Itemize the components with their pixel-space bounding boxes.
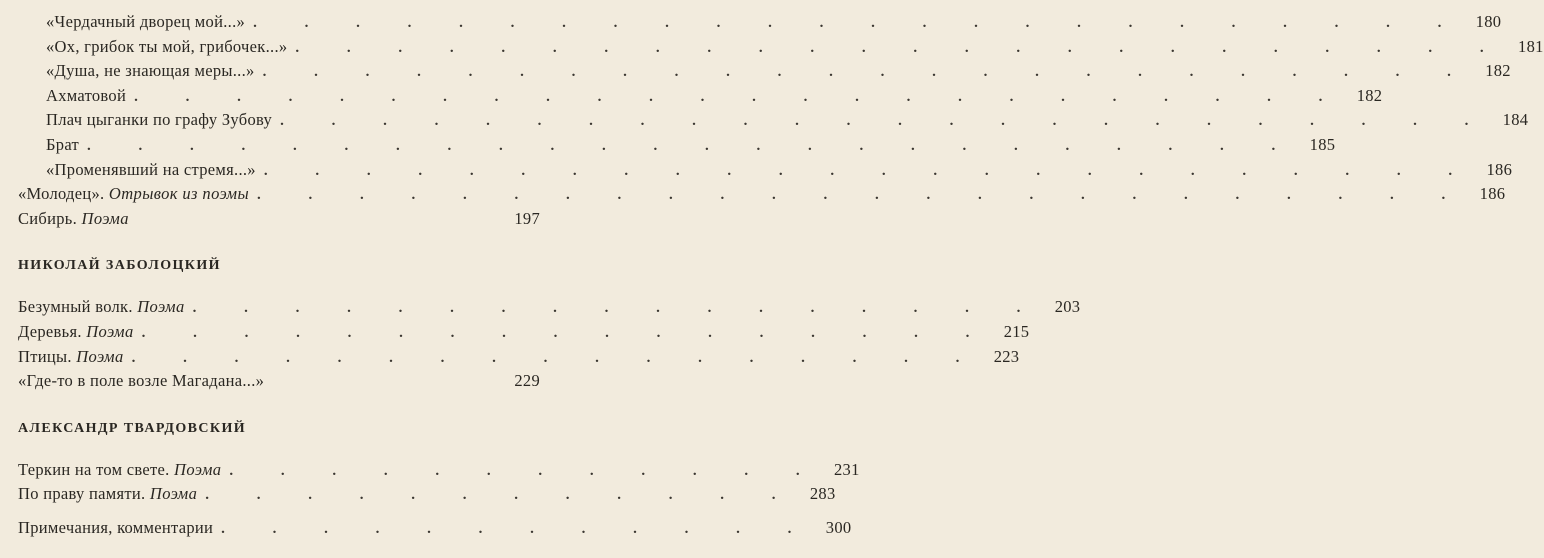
toc-entry-title: «Душа, не знающая меры...» [46,61,255,81]
toc-entry [18,134,1336,160]
dot-leader: . . . . . . . . . . . . [205,487,798,504]
dot-leader: . . . . . . . . . . . . . . . . . [192,300,1043,317]
toc-entry-page: 182 [1485,61,1511,81]
section-heading-zabolotsky: НИКОЛАЙ ЗАБОЛОЦКИЙ [18,258,221,274]
toc-entry [18,159,1513,185]
toc-entry [18,321,1030,347]
toc-entry-page: 186 [1479,184,1506,204]
toc-entry [18,297,1081,322]
toc-group-zabolotsky [18,297,1081,395]
toc-entry [18,459,860,485]
dot-leader: . . . . . . . . . . . . . . . . . . . . . . . . [262,64,1473,81]
toc-entry [18,184,1506,209]
dot-leader: . . . . . . . . . . . . [221,520,814,537]
dot-leader: . . . . . . . . . . . . . . . . . . . . . . . . [87,137,1298,154]
toc-entry-title: По праву памяти. Поэма [18,484,198,504]
toc-entry [18,36,1544,62]
toc-group-first [18,12,1544,233]
toc-entry [18,110,1529,135]
dot-leader: . . . . . . . . . . . . . . . . . . . . . . . . [263,162,1475,179]
toc-entry-title: Деревья. Поэма [18,321,134,341]
toc-entry [18,346,1020,372]
dot-leader: . . . . . . . . . . . . . . . . . . . . . . . . [253,15,1464,31]
toc-entry-page: 197 [514,208,540,228]
toc-entry-title: Брат [46,134,80,154]
toc-entry-page: 300 [825,517,852,537]
section-heading-tvardovsky: АЛЕКСАНДР ТВАРДОВСКИЙ [18,420,247,436]
toc-entry [18,209,540,234]
toc-entry-page: 180 [1475,12,1502,31]
dot-leader: . . . . . . . . . . . . . . . . . . . . . . . . [257,187,1468,204]
toc-entry-page: 203 [1054,297,1081,317]
dot-leader: . . . . . . . . . . . . [229,462,822,479]
toc-entry-title: Сибирь. Поэма [18,208,129,228]
toc-entry-page: 231 [834,459,860,479]
toc-entry-title: «Чердачный дворец мой...» [46,12,246,31]
toc-group-tvardovsky [18,459,860,509]
toc-entry-title: Примечания, комментарии [18,517,214,537]
toc-entry-page: 184 [1502,110,1529,130]
toc-entry-title: «Где-то в поле возле Магадана...» [18,371,265,391]
toc-entry-page: 182 [1356,85,1383,105]
toc-entry [18,484,836,509]
toc-entry [18,85,1383,111]
toc-entry-page: 223 [993,346,1020,366]
dot-leader: . . . . . . . . . . . . . . . . . [141,324,992,341]
toc-entry-page: 186 [1486,159,1513,179]
spacer [18,509,540,518]
toc-entry-title: «Променявший на стремя...» [46,159,256,179]
toc-entry-title: «Ох, грибок ты мой, грибочек...» [46,36,288,56]
dot-leader: . . . . . . . . . . . . . . . . . . . . . . . . [280,113,1491,130]
toc-entry-title: Безумный волк. Поэма [18,297,185,317]
dot-leader: . . . . . . . . . . . . . . . . . [131,349,982,366]
toc-entry-page: 181 [1518,36,1544,56]
toc-entry [18,61,1511,86]
dot-leader: . . . . . . . . . . . . . . . . . . . . . . . . [134,88,1345,105]
toc-entry-title: Плач цыганки по графу Зубову [46,110,273,130]
toc-entry-notes [18,517,852,543]
toc-entry-title: Теркин на том свете. Поэма [18,459,222,479]
toc-entry [18,12,1502,37]
toc-entry [18,371,540,396]
toc-entry-title: Ахматовой [46,85,127,105]
toc-entry-page: 283 [809,484,836,504]
toc-entry-page: 229 [514,371,540,391]
toc-entry-title: Птицы. Поэма [18,346,124,366]
toc-entry-page: 215 [1003,321,1030,341]
dot-leader: . . . . . . . . . . . . . . . . . . . . . . . . [295,39,1506,56]
toc-entry-page: 185 [1309,134,1336,154]
toc-entry-title: «Молодец». Отрывок из поэмы [18,184,250,204]
